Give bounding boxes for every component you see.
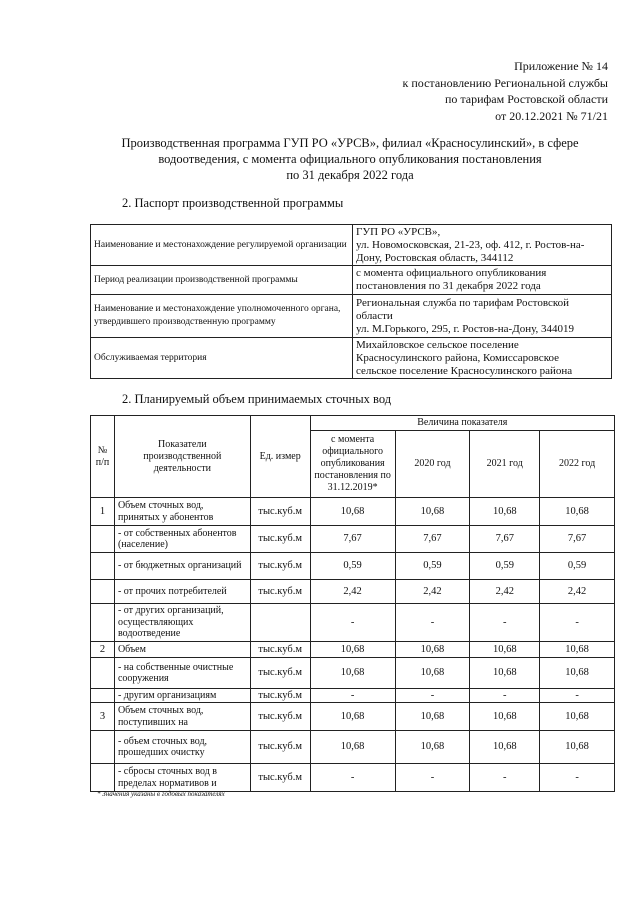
row-indicator: - другим организациям [114,689,250,703]
row-indicator: - сбросы сточных вод в пределах нормативов и [114,764,250,792]
value-line: Михайловское сельское поселение [356,338,519,351]
header-num: № п/п [91,416,115,498]
row-value: - [395,604,470,642]
table-row [91,731,615,764]
passport-row [91,266,612,295]
row-value: - [310,764,395,792]
row-value: 0,59 [540,553,615,580]
row-unit: тыс.куб.м [250,689,310,703]
row-num: 2 [91,642,115,658]
footnote: * Значения указаны в годовых показателях [97,790,225,798]
row-value: 10,68 [540,642,615,658]
row-indicator: Объем сточных вод, поступивших на [114,703,250,731]
row-unit: тыс.куб.м [250,580,310,604]
row-unit: тыс.куб.м [250,764,310,792]
table-row [91,553,615,580]
header-year-2020: 2020 год [395,431,470,498]
header-unit: Ед. измер [250,416,310,498]
row-value: 10,68 [470,658,540,689]
row-value: - [310,689,395,703]
row-value: 10,68 [470,731,540,764]
row-value: 7,67 [395,526,470,553]
row-value: 10,68 [470,498,540,526]
header-year-2021: 2021 год [470,431,540,498]
row-value: 10,68 [395,703,470,731]
title-line: Производственная программа ГУП РО «УРСВ», филиал «Красносулинский», в сфере [121,136,579,150]
row-value: 10,68 [470,642,540,658]
title-line: по 31 декабря 2022 года [286,168,414,182]
header-indicator: Показатели производственной деятельности [114,416,250,498]
row-value: - [540,764,615,792]
row-num: 1 [91,498,115,526]
value-line: постановления по 31 декабря 2022 года [356,280,541,292]
table-row [91,498,615,526]
value-line: с момента официального опубликования [356,267,547,279]
header-year-2022: 2022 год [540,431,615,498]
row-value: 10,68 [395,731,470,764]
passport-value [353,225,612,266]
value-line: Дону, Ростовская область, 344112 [356,251,514,264]
passport-value [353,266,612,295]
row-value: 0,59 [310,553,395,580]
row-value: 10,68 [310,642,395,658]
row-value: - [470,604,540,642]
row-indicator: - объем сточных вод, прошедших очистку [114,731,250,764]
passport-row [91,225,612,266]
row-unit: тыс.куб.м [250,731,310,764]
row-value: 2,42 [310,580,395,604]
value-line: ул. М.Горького, 295, г. Ростов-на-Дону, 344019 [356,322,574,335]
passport-label: Период реализации производственной программы [91,266,353,295]
row-indicator: - на собственные очистные сооружения [114,658,250,689]
section-heading-passport: 2. Паспорт производственной программы [122,196,344,210]
row-unit: тыс.куб.м [250,526,310,553]
row-value: 2,42 [540,580,615,604]
row-value: 10,68 [395,642,470,658]
row-unit: тыс.куб.м [250,642,310,658]
passport-value [353,338,612,379]
row-num [91,658,115,689]
row-indicator: - от бюджетных организаций [114,553,250,580]
row-unit [250,604,310,642]
value-line: сельское поселение Красносулинского района [356,364,573,377]
header-period1: с момента официального опубликования постановления по 31.12.2019* [310,431,395,498]
row-unit: тыс.куб.м [250,658,310,689]
passport-label: Наименование и местонахождение уполномоченного органа, утвердившего производственную программу [91,295,353,338]
value-line: ГУП РО «УРСВ», [356,225,441,238]
section-heading-volume: 2. Планируемый объем принимаемых сточных вод [122,392,392,406]
appendix-line: Приложение № 14 [514,59,608,73]
row-indicator: - от прочих потребителей [114,580,250,604]
table-row [91,689,615,703]
appendix-line: по тарифам Ростовской области [444,92,608,106]
table-row [91,658,615,689]
row-num [91,689,115,703]
row-value: 10,68 [395,498,470,526]
row-value: 10,68 [310,658,395,689]
row-value: - [395,689,470,703]
row-num [91,731,115,764]
value-line: Красносулинского района, Комиссаровское [356,351,559,364]
row-num [91,526,115,553]
row-unit: тыс.куб.м [250,703,310,731]
row-indicator: Объем [114,642,250,658]
appendix-line: от 20.12.2021 № 71/21 [495,108,608,123]
row-value: 2,42 [395,580,470,604]
row-value: 10,68 [540,658,615,689]
row-value: 0,59 [395,553,470,580]
row-indicator: - от других организаций, осуществляющих водоотведение [114,604,250,642]
passport-label: Обслуживаемая территория [91,338,353,379]
row-indicator: Объем сточных вод, принятых у абонентов [114,498,250,526]
passport-row [91,338,612,379]
header-row [91,416,615,431]
row-num [91,553,115,580]
row-num [91,580,115,604]
passport-value [353,295,612,338]
table-row [91,764,615,792]
table-row [91,580,615,604]
row-value: 10,68 [395,658,470,689]
title-line: водоотведения, с момента официального опубликования постановления [158,152,542,166]
row-value: - [310,604,395,642]
row-value: 7,67 [540,526,615,553]
row-value: 7,67 [310,526,395,553]
header-value-group: Величина показателя [310,416,614,431]
value-line: Региональная служба по тарифам Ростовской [356,296,570,309]
row-value: 7,67 [470,526,540,553]
row-num [91,764,115,792]
row-indicator: - от собственных абонентов (население) [114,526,250,553]
row-value: 10,68 [540,703,615,731]
row-value: 10,68 [470,703,540,731]
volume-table [90,415,615,792]
value-line: области [356,309,393,322]
appendix-line: к постановлению Региональной службы [402,75,608,90]
row-value: 10,68 [310,703,395,731]
row-value: 2,42 [470,580,540,604]
row-value: 10,68 [540,498,615,526]
row-value: - [540,604,615,642]
appendix-header [308,58,608,124]
document-title [90,135,610,183]
table-row [91,526,615,553]
row-unit: тыс.куб.м [250,553,310,580]
passport-label: Наименование и местонахождение регулируемой организации [91,225,353,266]
table-row [91,604,615,642]
passport-row [91,295,612,338]
row-value: - [540,689,615,703]
row-value: - [470,764,540,792]
row-unit: тыс.куб.м [250,498,310,526]
value-line: ул. Новомосковская, 21-23, оф. 412, г. Ростов-на- [356,238,585,251]
row-value: 10,68 [310,731,395,764]
row-value: 10,68 [540,731,615,764]
row-value: 10,68 [310,498,395,526]
passport-table [90,224,612,379]
row-value: 0,59 [470,553,540,580]
table-row [91,642,615,658]
row-num [91,604,115,642]
row-value: - [470,689,540,703]
row-num: 3 [91,703,115,731]
table-row [91,703,615,731]
row-value: - [395,764,470,792]
